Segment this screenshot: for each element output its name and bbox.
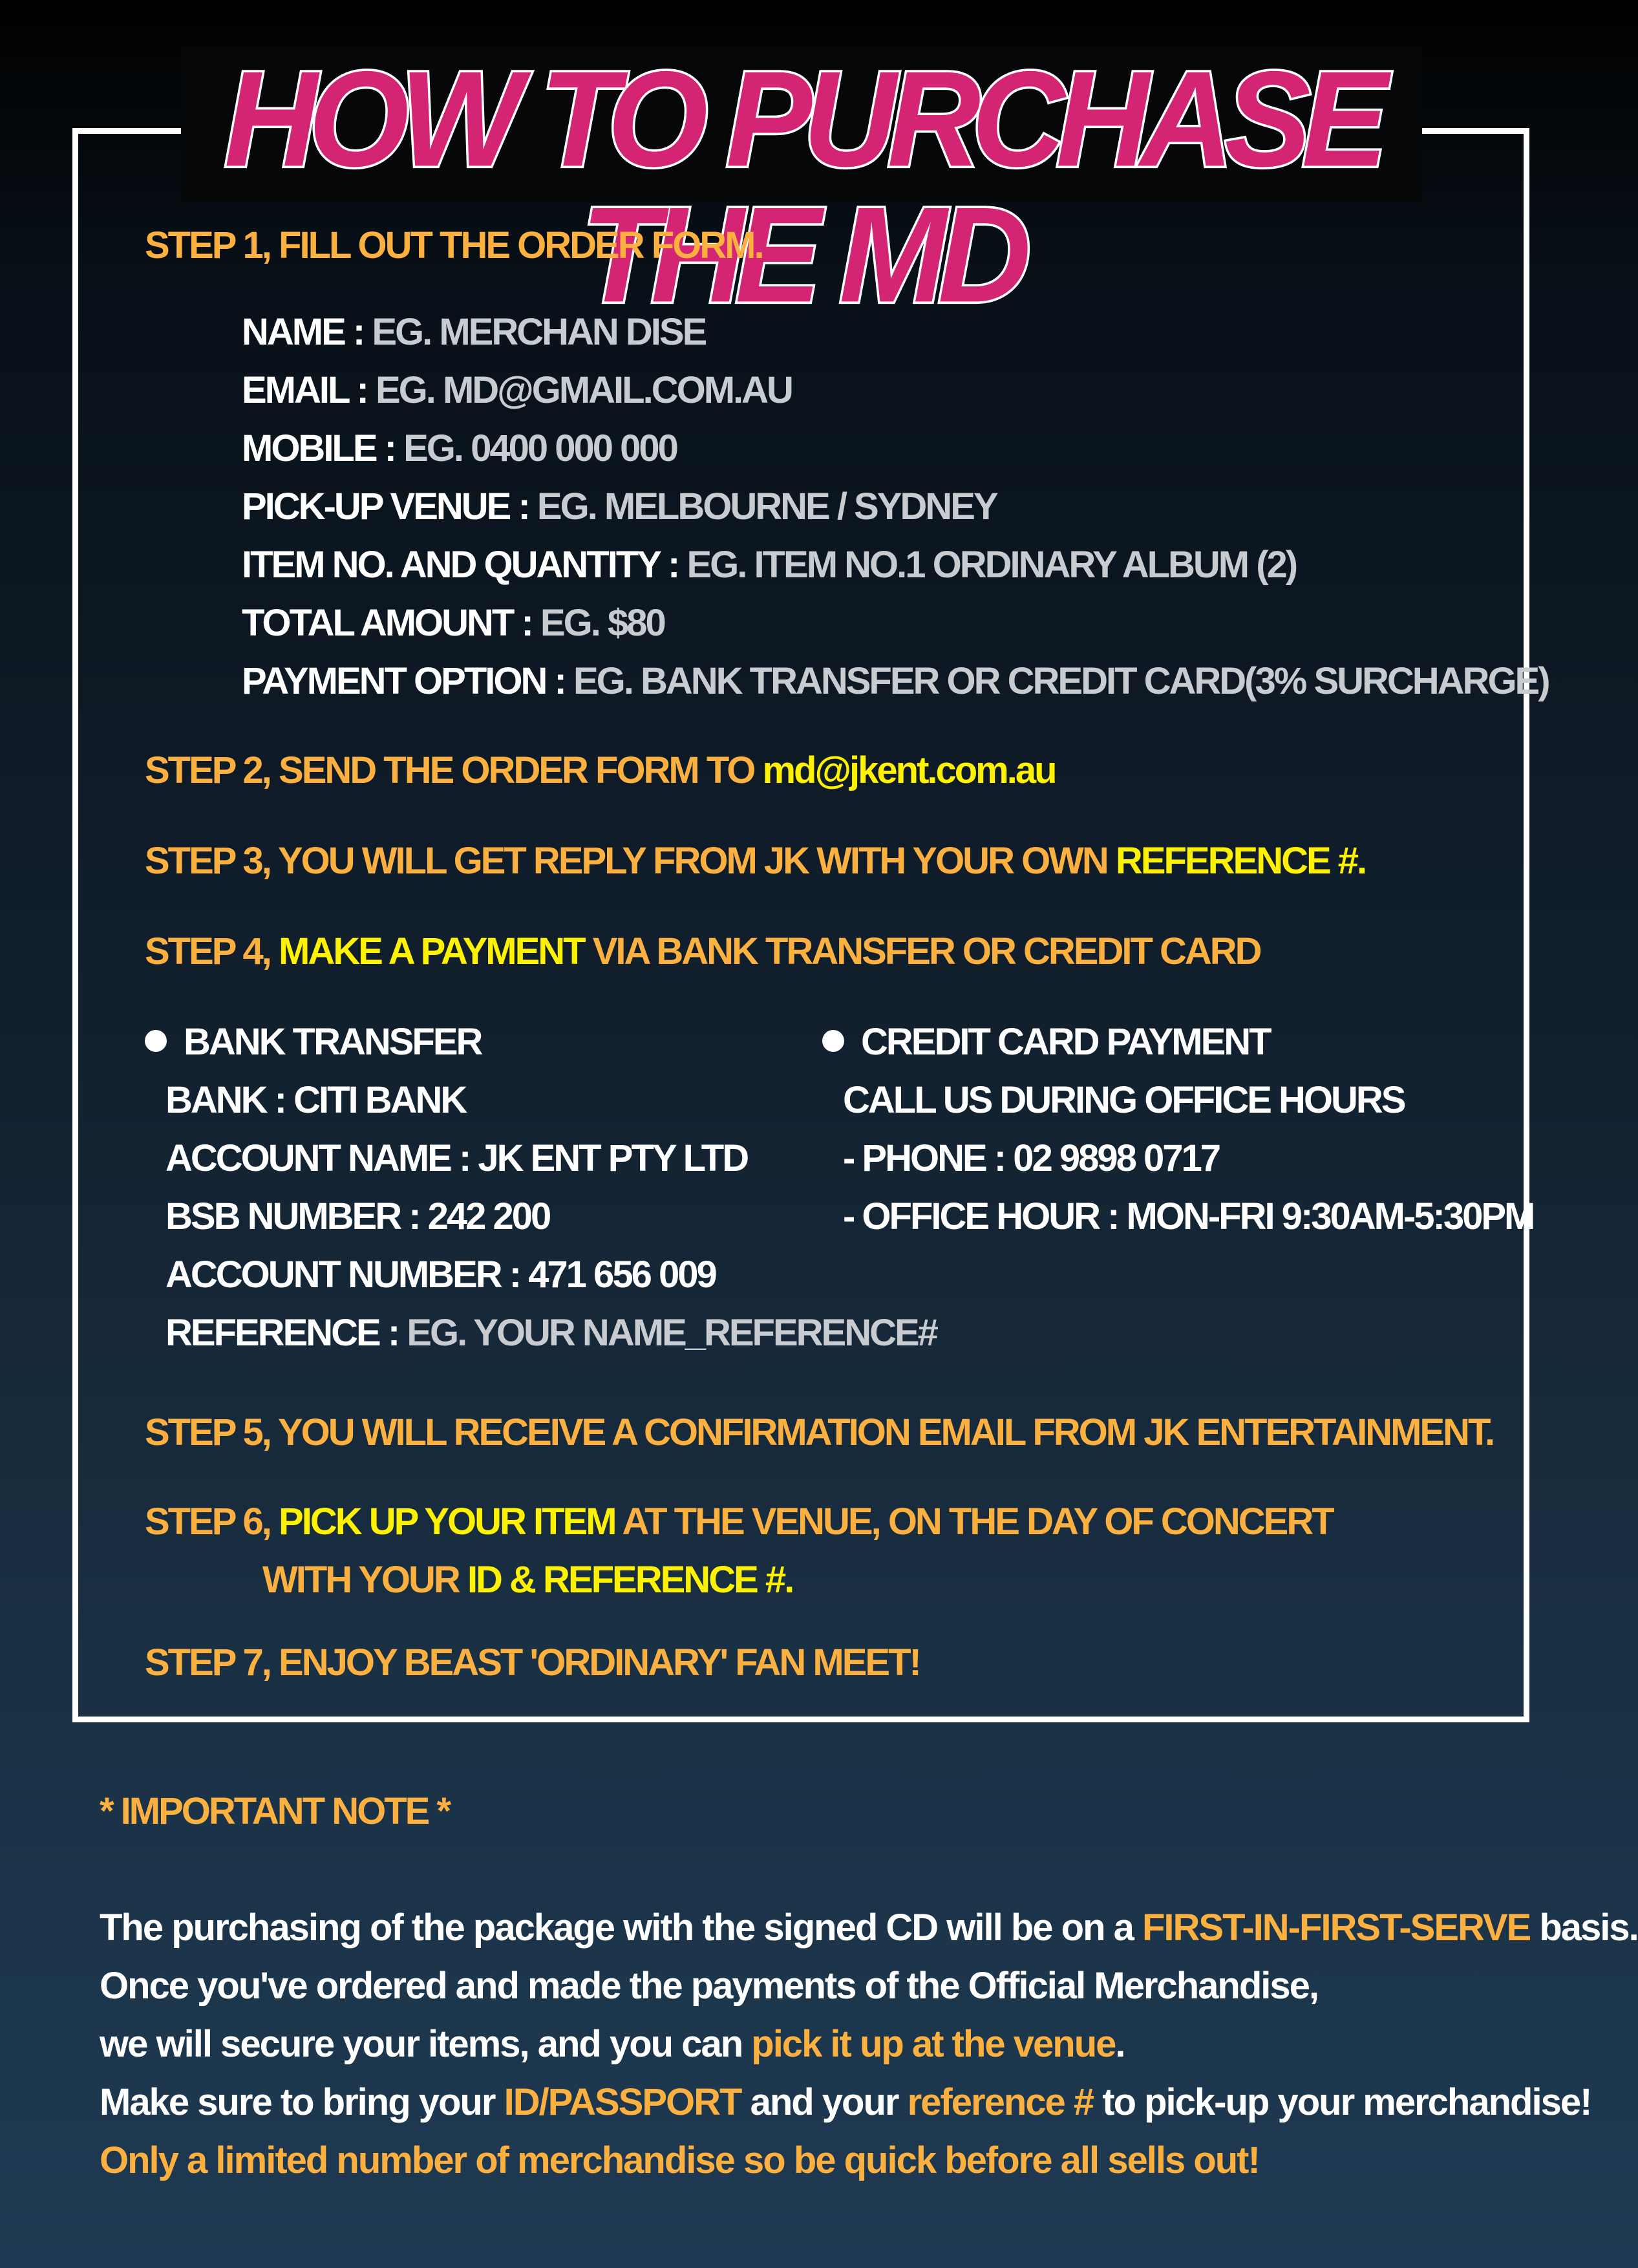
form-value: EG. 0400 000 000: [403, 427, 677, 469]
form-value: EG. ITEM NO.1 ORDINARY ALBUM (2): [686, 544, 1297, 586]
reference-value: EG. YOUR NAME_REFERENCE#: [407, 1312, 937, 1354]
step-6-highlight-2: ID & REFERENCE #.: [467, 1559, 793, 1601]
bank-line: BANK : CITI BANK: [165, 1079, 466, 1121]
note-line-5: Only a limited number of merchandise so be quick before all sells out!: [100, 2139, 1259, 2181]
form-value: EG. BANK TRANSFER OR CREDIT CARD(3% SURCHARGE): [573, 660, 1549, 702]
bank-reference: [165, 1311, 937, 1354]
step-4-prefix: STEP 4,: [145, 930, 279, 972]
form-value: EG. $80: [540, 602, 665, 644]
bank-line: ACCOUNT NUMBER : 471 656 009: [165, 1254, 716, 1296]
bank-line: ACCOUNT NAME : JK ENT PTY LTD: [165, 1137, 748, 1179]
form-row-venue: [242, 485, 997, 528]
note-line-4: [100, 2081, 1591, 2124]
step-6-text: AT THE VENUE, ON THE DAY OF CONCERT: [615, 1501, 1333, 1543]
note-text: basis.: [1530, 1907, 1638, 1949]
form-value: EG. MELBOURNE / SYDNEY: [537, 486, 997, 528]
note-highlight: pick it up at the venue: [751, 2023, 1116, 2065]
bullet-icon: [822, 1030, 844, 1052]
bank-transfer-title: BANK TRANSFER: [184, 1021, 482, 1063]
credit-card-heading: [822, 1020, 1270, 1064]
credit-card-title: CREDIT CARD PAYMENT: [861, 1021, 1270, 1063]
note-text: to pick-up your merchandise!: [1093, 2081, 1591, 2123]
step-3: [145, 839, 1365, 883]
form-label: PAYMENT OPTION :: [242, 660, 573, 702]
form-row-item: [242, 543, 1296, 586]
note-highlight: FIRST-IN-FIRST-SERVE: [1142, 1907, 1531, 1949]
note-text: we will secure your items, and you can: [100, 2023, 752, 2065]
important-note-heading: * IMPORTANT NOTE *: [100, 1790, 450, 1832]
step-3-highlight: REFERENCE #.: [1115, 840, 1366, 882]
form-label: PICK-UP VENUE :: [242, 486, 537, 528]
step-6-prefix: STEP 6,: [145, 1501, 279, 1543]
order-email-link[interactable]: md@jkent.com.au: [762, 749, 1056, 791]
step-6-continued: [262, 1558, 792, 1601]
step-6: [145, 1500, 1333, 1543]
step-4: [145, 930, 1260, 973]
note-line-1: [100, 1906, 1638, 1949]
step-4-suffix: VIA BANK TRANSFER OR CREDIT CARD: [584, 930, 1260, 972]
note-text: The purchasing of the package with the signed CD will be on a: [100, 1907, 1142, 1949]
note-line-3: [100, 2022, 1125, 2066]
note-text: .: [1115, 2023, 1125, 2065]
note-text: and your: [741, 2081, 908, 2123]
bank-line: BSB NUMBER : 242 200: [165, 1195, 550, 1237]
form-row-name: [242, 310, 705, 354]
step-6-text-2: WITH YOUR: [262, 1559, 467, 1601]
form-value: EG. MD@GMAIL.COM.AU: [375, 369, 792, 411]
step-4-highlight: MAKE A PAYMENT: [279, 930, 584, 972]
credit-card-line: CALL US DURING OFFICE HOURS: [843, 1079, 1405, 1121]
form-label: ITEM NO. AND QUANTITY :: [242, 544, 687, 586]
step-5: STEP 5, YOU WILL RECEIVE A CONFIRMATION EMAIL FROM JK ENTERTAINMENT.: [145, 1411, 1494, 1453]
step-1: STEP 1, FILL OUT THE ORDER FORM.: [145, 224, 763, 266]
step-2: [145, 749, 1056, 792]
credit-card-hours: - OFFICE HOUR : MON-FRI 9:30AM-5:30PM: [843, 1195, 1534, 1237]
form-row-payment: [242, 659, 1549, 703]
note-highlight: ID/PASSPORT: [504, 2081, 741, 2123]
reference-label: REFERENCE :: [165, 1312, 407, 1354]
step-6-highlight: PICK UP YOUR ITEM: [279, 1501, 615, 1543]
form-label: EMAIL :: [242, 369, 376, 411]
page-title: HOW TO PURCHASE THE MD: [224, 43, 1379, 331]
form-row-total: [242, 601, 665, 645]
form-row-mobile: [242, 427, 677, 470]
instructions-frame: [72, 128, 1529, 1722]
credit-card-phone: - PHONE : 02 9898 0717: [843, 1137, 1220, 1179]
form-row-email: [242, 369, 792, 412]
note-highlight: reference #: [907, 2081, 1094, 2123]
bullet-icon: [145, 1030, 167, 1052]
form-label: MOBILE :: [242, 427, 404, 469]
step-7: STEP 7, ENJOY BEAST 'ORDINARY' FAN MEET!: [145, 1642, 920, 1684]
form-label: TOTAL AMOUNT :: [242, 602, 540, 644]
step-3-text: STEP 3, YOU WILL GET REPLY FROM JK WITH YOUR OWN: [145, 840, 1116, 882]
form-value: EG. MERCHAN DISE: [372, 311, 706, 353]
step-2-text: STEP 2, SEND THE ORDER FORM TO: [145, 749, 763, 791]
bank-transfer-heading: [145, 1020, 481, 1064]
note-text: Make sure to bring your: [100, 2081, 504, 2123]
form-label: NAME :: [242, 311, 372, 353]
note-line-2: Once you've ordered and made the payments of the Official Merchandise,: [100, 1965, 1318, 2007]
